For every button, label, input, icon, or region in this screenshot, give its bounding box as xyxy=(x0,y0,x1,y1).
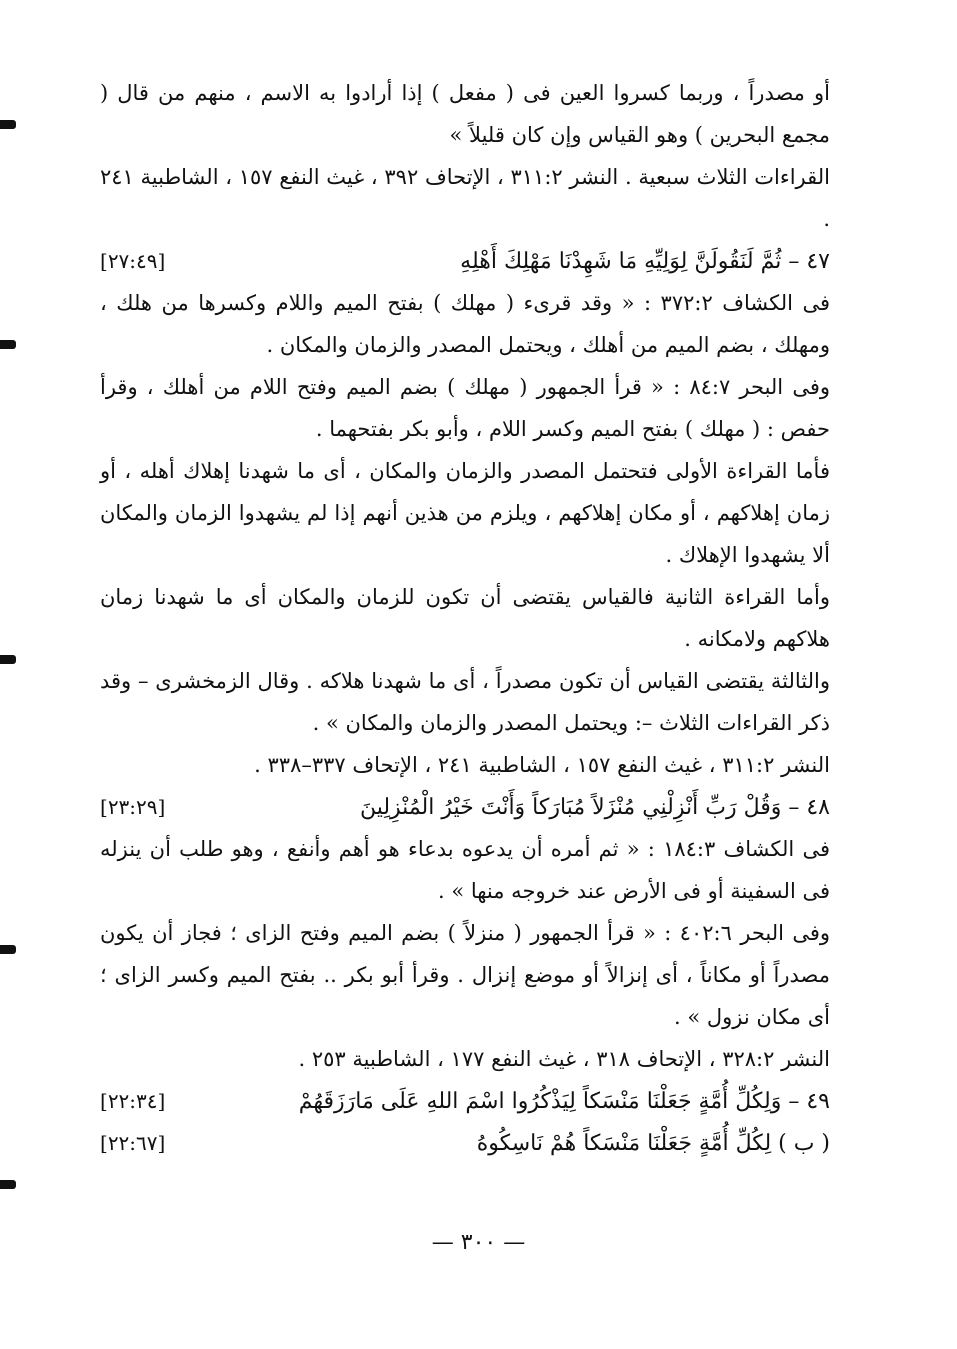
paragraph: والثالثة يقتضى القياس أن تكون مصدراً ، أى ما شهدنا هلاكه . وقال الزمخشرى – وقد ذكر القراءات الثلاث –: ويحتمل المصدر والزمان والمكان » . xyxy=(100,669,830,735)
verse-text: ٤٨ – وَقُلْ رَبِّ أَنْزِلْنِي مُنْزَلاً مُبَارَكاً وَأَنْتَ خَيْرُ الْمُنْزِلِينَ xyxy=(359,795,830,820)
paragraph: وأما القراءة الثانية فالقياس يقتضى أن تكون للزمان والمكان أى ما شهدنا زمان هلاكهم ولامكانه . xyxy=(100,585,830,651)
verse-reference: [٢٢:٣٤] xyxy=(100,1089,166,1113)
verse-reference: [٢٧:٤٩] xyxy=(100,249,166,273)
paragraph: فأما القراءة الأولى فتحتمل المصدر والزمان والمكان ، أى ما شهدنا إهلاك أهله ، أو زمان إهلاكهم ، أو مكان إهلاكهم ، ويلزم من هذين أنهم إذا لم يشهدوا الزمان والمكان ألا يشهدوا الإهلاك . xyxy=(100,459,830,567)
margin-mark xyxy=(0,120,16,129)
verse-48 xyxy=(100,786,830,828)
paragraph: النشر ٣٢٨:٢ ، الإتحاف ٣١٨ ، غيث النفع ١٧٧ ، الشاطبية ٢٥٣ . xyxy=(298,1047,830,1071)
verse-49b xyxy=(100,1122,830,1164)
margin-mark xyxy=(0,945,16,954)
verse-47 xyxy=(100,240,830,282)
margin-mark xyxy=(0,340,16,349)
paragraph: القراءات الثلاث سبعية . النشر ٣١١:٢ ، الإتحاف ٣٩٢ ، غيث النفع ١٥٧ ، الشاطبية ٢٤١ . xyxy=(100,165,830,231)
paragraph: وفى البحر ٨٤:٧ : « قرأ الجمهور ( مهلك ) بضم الميم وفتح اللام من أهلك ، وقرأ حفص : ( مهلك ) بفتح الميم وكسر اللام ، وأبو بكر بفتحهما . xyxy=(100,375,830,441)
page-body xyxy=(100,72,830,1164)
verse-text: ( ب ) لِكُلِّ أُمَّةٍ جَعَلْنَا مَنْسَكاً هُمْ نَاسِكُوهُ xyxy=(476,1131,830,1156)
paragraph: أو مصدراً ، وربما كسروا العين فى ( مفعل ) إذا أرادوا به الاسم ، منهم من قال ( مجمع البحرين ) وهو القياس وإن كان قليلاً » xyxy=(100,81,830,147)
paragraph: النشر ٣١١:٢ ، غيث النفع ١٥٧ ، الشاطبية ٢٤١ ، الإتحاف ٣٣٧–٣٣٨ . xyxy=(254,753,830,777)
paragraph: وفى البحر ٤٠٢:٦ : « قرأ الجمهور ( منزلاً ) بضم الميم وفتح الزاى ؛ فجاز أن يكون مصدراً أو مكاناً ، أى إنزالاً أو موضع إنزال . وقرأ أبو بكر .. بفتح الميم وكسر الزاى ؛ أى مكان نزول » . xyxy=(100,921,831,1029)
verse-reference: [٢٣:٢٩] xyxy=(100,795,166,819)
verse-text: ٤٩ – وَلِكُلِّ أُمَّةٍ جَعَلْنَا مَنْسَكاً لِيَذْكُرُوا اسْمَ اللهِ عَلَى مَارَزَقَهُمْ xyxy=(298,1089,830,1114)
verse-reference: [٢٢:٦٧] xyxy=(100,1131,166,1155)
page-number: — ٣٠٠ — xyxy=(431,1230,526,1255)
paragraph: فى الكشاف ٣٧٢:٢ : « وقد قرىء ( مهلك ) بفتح الميم واللام وكسرها من هلك ، ومهلك ، بضم الميم من أهلك ، ويحتمل المصدر والزمان والمكان . xyxy=(100,291,831,357)
margin-mark xyxy=(0,1180,16,1189)
margin-mark xyxy=(0,655,16,664)
paragraph: فى الكشاف ١٨٤:٣ : « ثم أمره أن يدعوه بدعاء هو أهم وأنفع ، وهو طلب أن ينزله فى السفينة أو فى الأرض عند خروجه منها » . xyxy=(100,837,831,903)
verse-text: ٤٧ – ثُمَّ لَنَقُولَنَّ لِوَلِيِّهِ مَا شَهِدْنَا مَهْلِكَ أَهْلِهِ xyxy=(460,249,830,274)
verse-49 xyxy=(100,1080,830,1122)
